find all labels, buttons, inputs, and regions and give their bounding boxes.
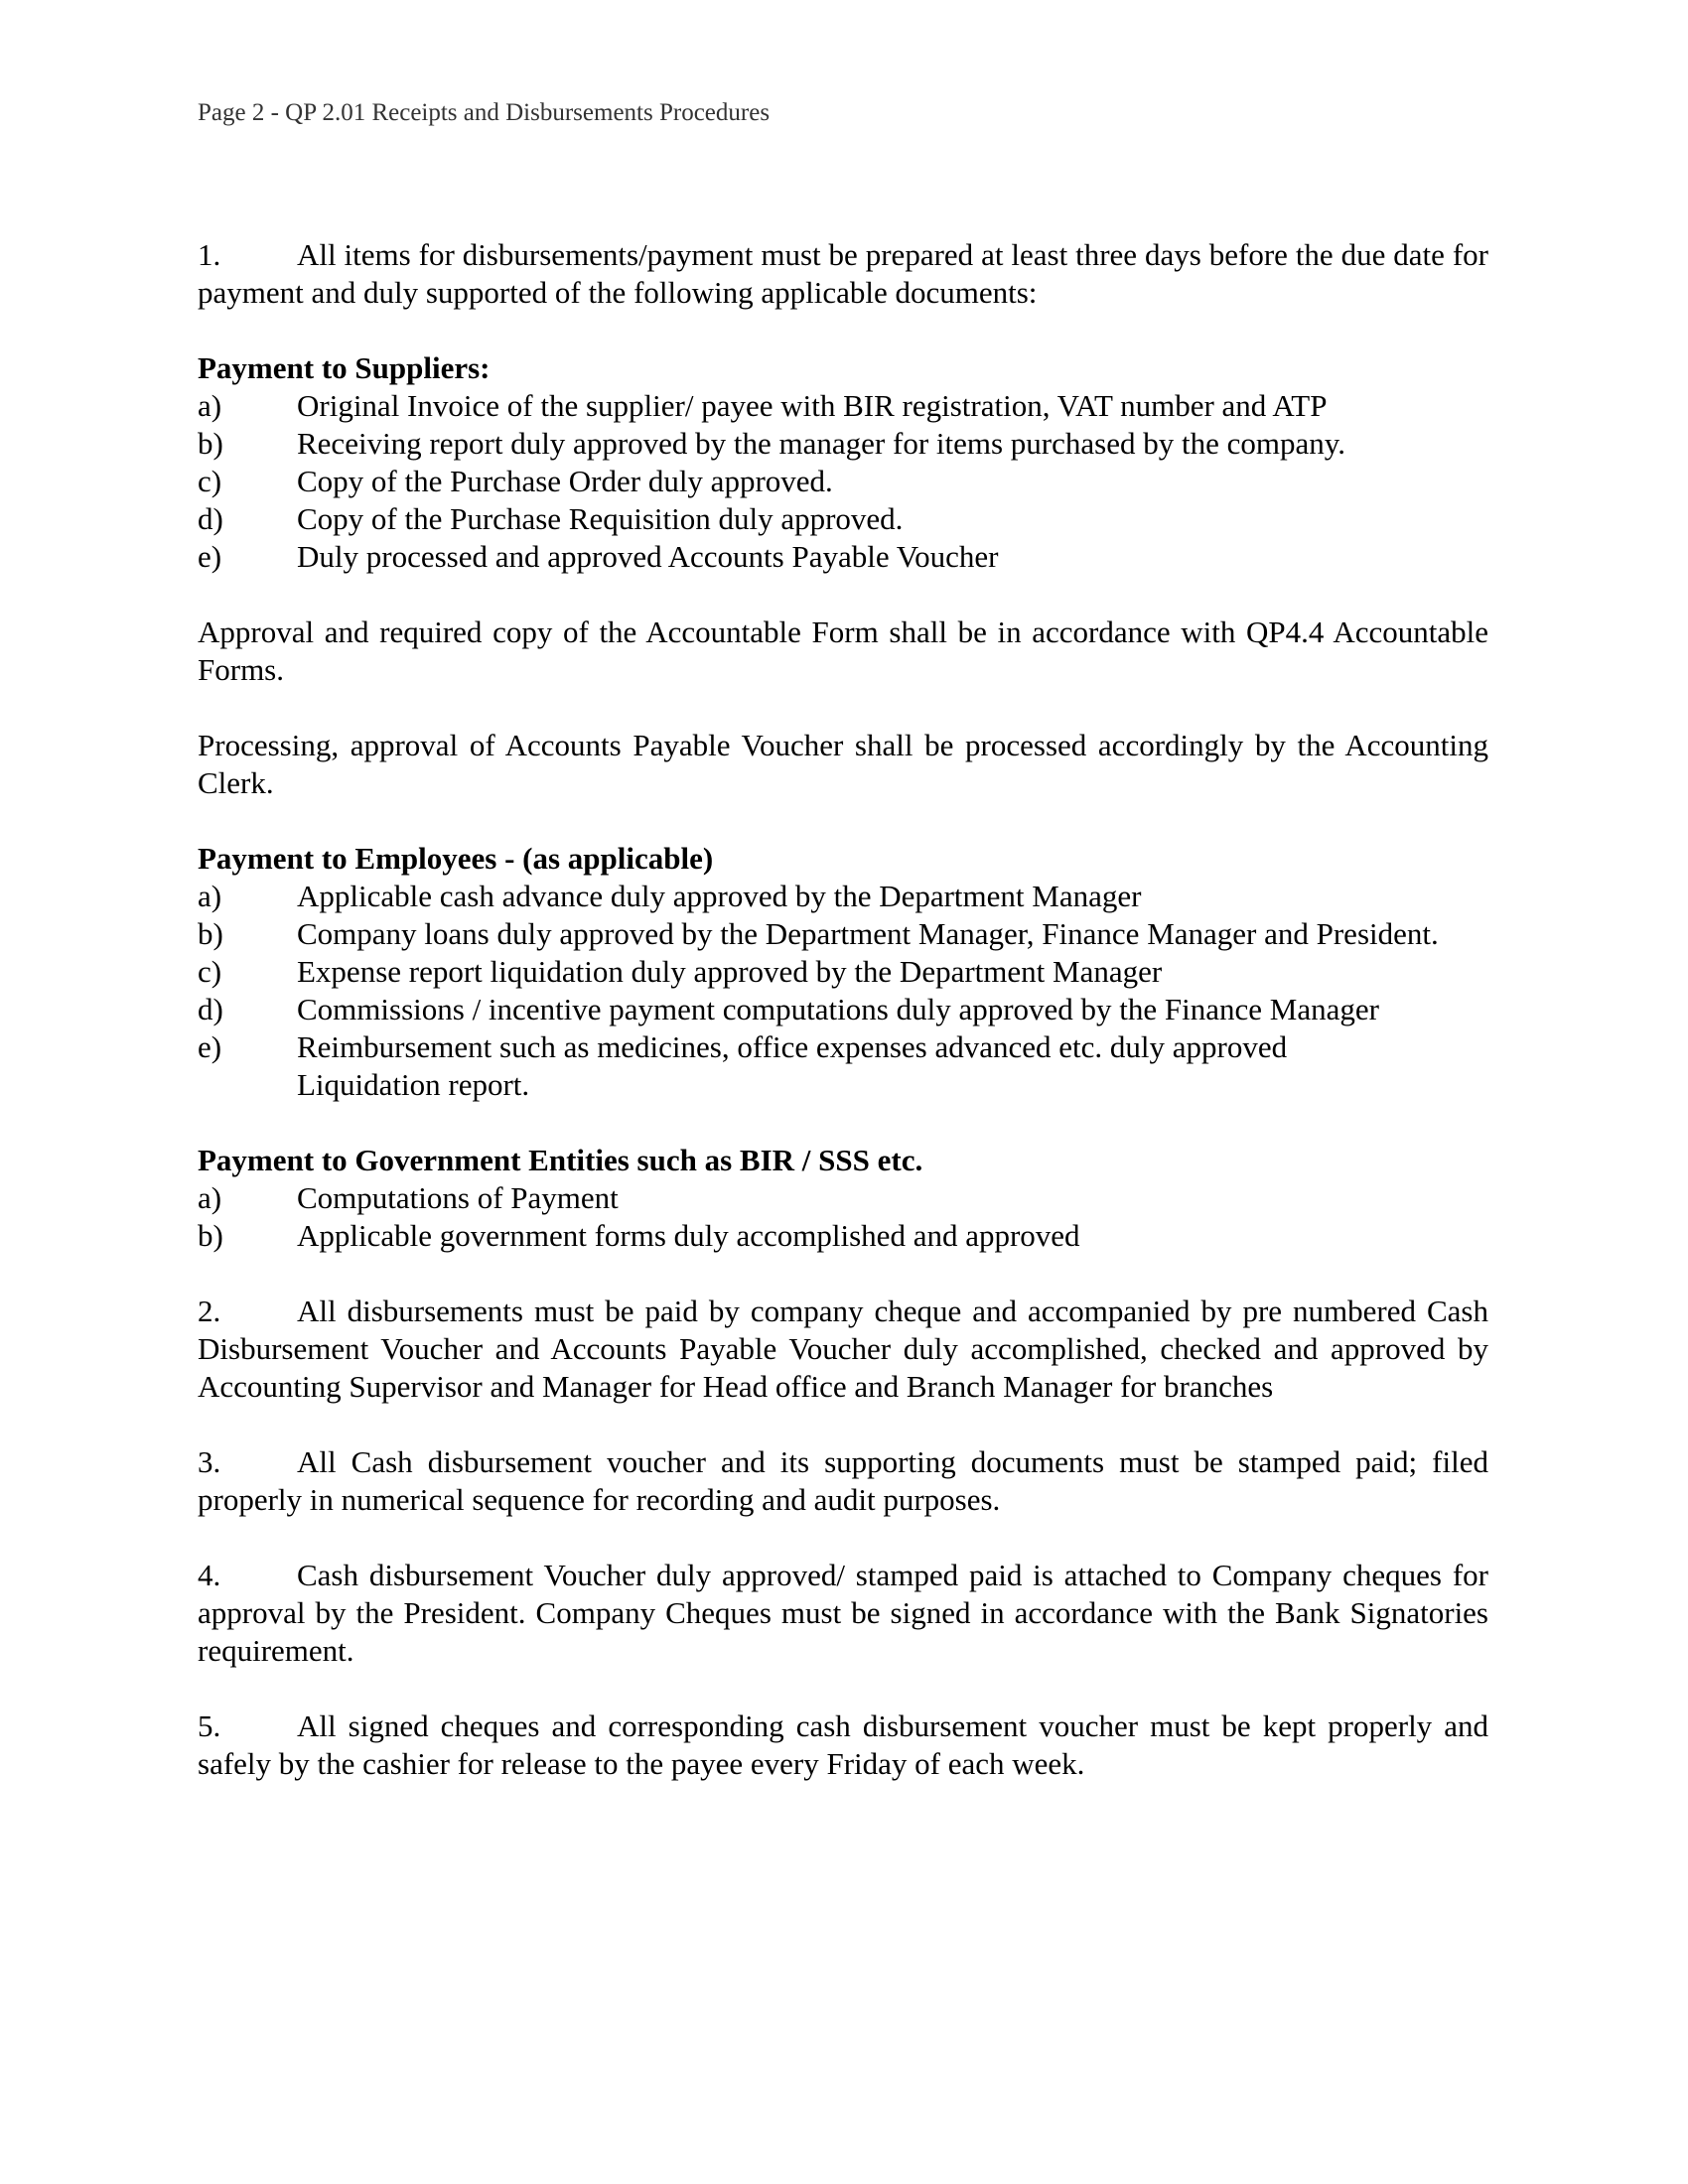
list-text: Copy of the Purchase Requisition duly approved. <box>297 501 904 536</box>
list-item <box>198 387 1488 425</box>
list-item <box>198 1217 1488 1255</box>
list-text: Applicable government forms duly accomplished and approved <box>297 1218 1080 1253</box>
list-item <box>198 1179 1488 1217</box>
paragraph-number: 2. <box>198 1294 221 1328</box>
list-letter: a) <box>198 388 222 423</box>
list-item <box>198 500 1488 538</box>
list-text: Receiving report duly approved by the manager for items purchased by the company. <box>297 426 1345 461</box>
list-letter: d) <box>198 992 223 1026</box>
paragraph-text: All items for disbursements/payment must be prepared at least three days before the due date for payment and duly supported of the following applicable documents: <box>198 237 1488 310</box>
paragraph-number: 4. <box>198 1558 221 1592</box>
list-letter: b) <box>198 916 223 951</box>
list-letter: c) <box>198 464 222 498</box>
list-letter: e) <box>198 1029 222 1064</box>
list-text: Duly processed and approved Accounts Payable Voucher <box>297 539 999 574</box>
paragraph-3 <box>198 1443 1488 1519</box>
list-item <box>198 425 1488 463</box>
list-text: Original Invoice of the supplier/ payee with BIR registration, VAT number and ATP <box>297 388 1328 423</box>
page-header: Page 2 - QP 2.01 Receipts and Disbursements Procedures <box>198 99 771 126</box>
paragraph-text: Cash disbursement Voucher duly approved/ stamped paid is attached to Company cheques for approval by the President. Company Cheques must be signed in accordance with the Bank Signatories requirement. <box>198 1558 1488 1668</box>
list-letter: a) <box>198 879 222 913</box>
list-text: Applicable cash advance duly approved by the Department Manager <box>297 879 1142 913</box>
employees-list <box>198 878 1488 1104</box>
document-body <box>198 236 1488 1821</box>
list-letter: a) <box>198 1180 222 1215</box>
paragraph-5 <box>198 1707 1488 1783</box>
paragraph-number: 1. <box>198 237 221 272</box>
list-text: Computations of Payment <box>297 1180 619 1215</box>
paragraph-1 <box>198 236 1488 312</box>
paragraph-text: All Cash disbursement voucher and its supporting documents must be stamped paid; filed properly in numerical sequence for recording and audit purposes. <box>198 1444 1488 1517</box>
list-text: Copy of the Purchase Order duly approved. <box>297 464 833 498</box>
list-item <box>198 463 1488 500</box>
list-text: Expense report liquidation duly approved by the Department Manager <box>297 954 1163 989</box>
list-item <box>198 991 1488 1028</box>
paragraph-4 <box>198 1557 1488 1670</box>
section-title-government: Payment to Government Entities such as BIR / SSS etc. <box>198 1143 923 1177</box>
list-item <box>198 915 1488 953</box>
section-title-suppliers: Payment to Suppliers: <box>198 350 491 385</box>
government-list <box>198 1179 1488 1255</box>
list-item <box>198 953 1488 991</box>
list-letter: d) <box>198 501 223 536</box>
list-letter: e) <box>198 539 222 574</box>
paragraph-text: All signed cheques and corresponding cash disbursement voucher must be kept properly and safely by the cashier for release to the payee every Friday of each week. <box>198 1708 1488 1781</box>
list-letter: b) <box>198 1218 223 1253</box>
suppliers-list <box>198 387 1488 576</box>
list-item <box>198 878 1488 915</box>
paragraph-2 <box>198 1293 1488 1406</box>
list-text: Commissions / incentive payment computations duly approved by the Finance Manager <box>297 992 1379 1026</box>
paragraph-text: All disbursements must be paid by company cheque and accompanied by pre numbered Cash Disbursement Voucher and Accounts Payable Voucher duly accomplished, checked and approved by Accounting Supervisor and Manager for Head office and Branch Manager for branches <box>198 1294 1488 1404</box>
list-item <box>198 538 1488 576</box>
paragraph-number: 3. <box>198 1444 221 1479</box>
note-accounts-payable: Processing, approval of Accounts Payable Voucher shall be processed accordingly by the Accounting Clerk. <box>198 728 1488 800</box>
paragraph-number: 5. <box>198 1708 221 1743</box>
list-letter: c) <box>198 954 222 989</box>
note-accountable-forms: Approval and required copy of the Accountable Form shall be in accordance with QP4.4 Accountable Forms. <box>198 614 1488 687</box>
list-text: Reimbursement such as medicines, office expenses advanced etc. duly approved Liquidation report. <box>297 1029 1288 1102</box>
list-item <box>198 1028 1488 1104</box>
section-title-employees: Payment to Employees - (as applicable) <box>198 841 714 876</box>
list-text: Company loans duly approved by the Department Manager, Finance Manager and President. <box>297 916 1439 951</box>
list-letter: b) <box>198 426 223 461</box>
